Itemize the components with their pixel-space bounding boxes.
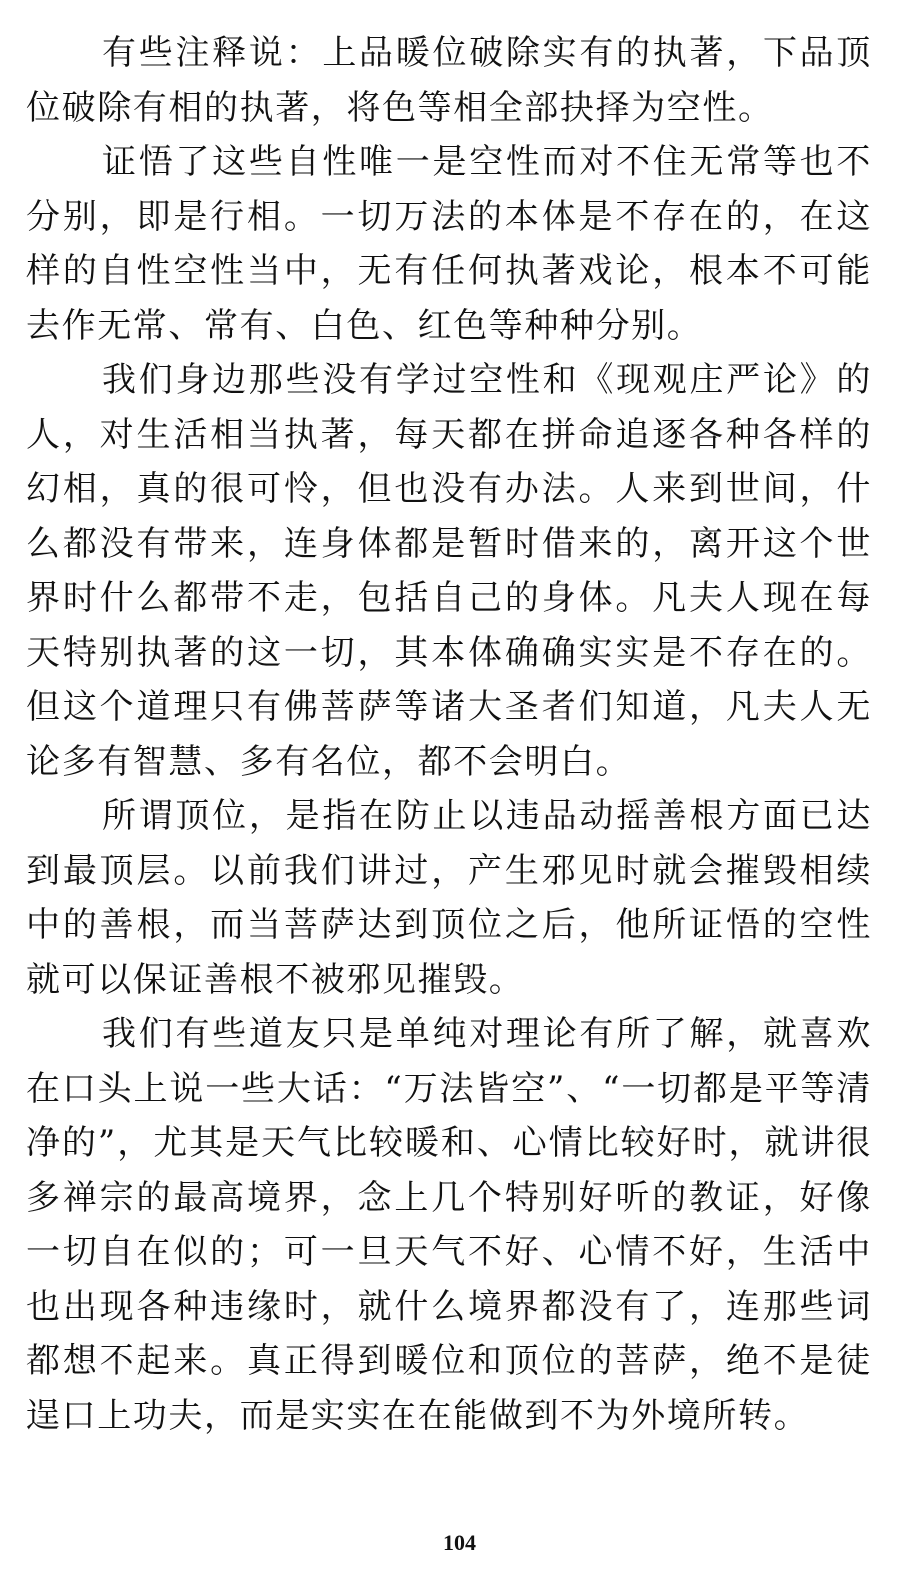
paragraph-3: 我们身边那些没有学过空性和《现观庄严论》的人，对生活相当执著，每天都在拼命追逐各种各样的幻相，真的很可怜，但也没有办法。人来到世间，什么都没有带来，连身体都是暂时借来的，离开这个世界时什么都带不走，包括自己的身体。凡夫人现在每天特别执著的这一切，其本体确确实实是不存在的。但这个道理只有佛菩萨等诸大圣者们知道，凡夫人无论多有智慧、多有名位，都不会明白。 xyxy=(26,360,872,782)
paragraph-4: 所谓顶位，是指在防止以违品动摇善根方面已达到最顶层。以前我们讲过，产生邪见时就会摧毁相续中的善根，而当菩萨达到顶位之后，他所证悟的空性就可以保证善根不被邪见摧毁。 xyxy=(26,796,872,1000)
paragraph-5: 我们有些道友只是单纯对理论有所了解，就喜欢在口头上说一些大话：“万法皆空”、“一切都是平等清净的”，尤其是天气比较暖和、心情比较好时，就讲很多禅宗的最高境界，念上几个特别好听的教证，好像一切自在似的；可一旦天气不好、心情不好，生活中也出现各种违缘时，就什么境界都没有了，连那些词都想不起来。真正得到暖位和顶位的菩萨，绝不是徒逞口上功夫，而是实实在在能做到不为外境所转。 xyxy=(26,1014,872,1436)
page-number: 104 xyxy=(443,1530,476,1555)
paragraph-2: 证悟了这些自性唯一是空性而对不住无常等也不分别，即是行相。一切万法的本体是不存在的，在这样的自性空性当中，无有任何执著戏论，根本不可能去作无常、常有、白色、红色等种种分别。 xyxy=(26,142,872,346)
body-text xyxy=(26,26,872,1443)
paragraph-1: 有些注释说：上品暖位破除实有的执著，下品顶位破除有相的执著，将色等相全部抉择为空性。 xyxy=(26,33,872,128)
